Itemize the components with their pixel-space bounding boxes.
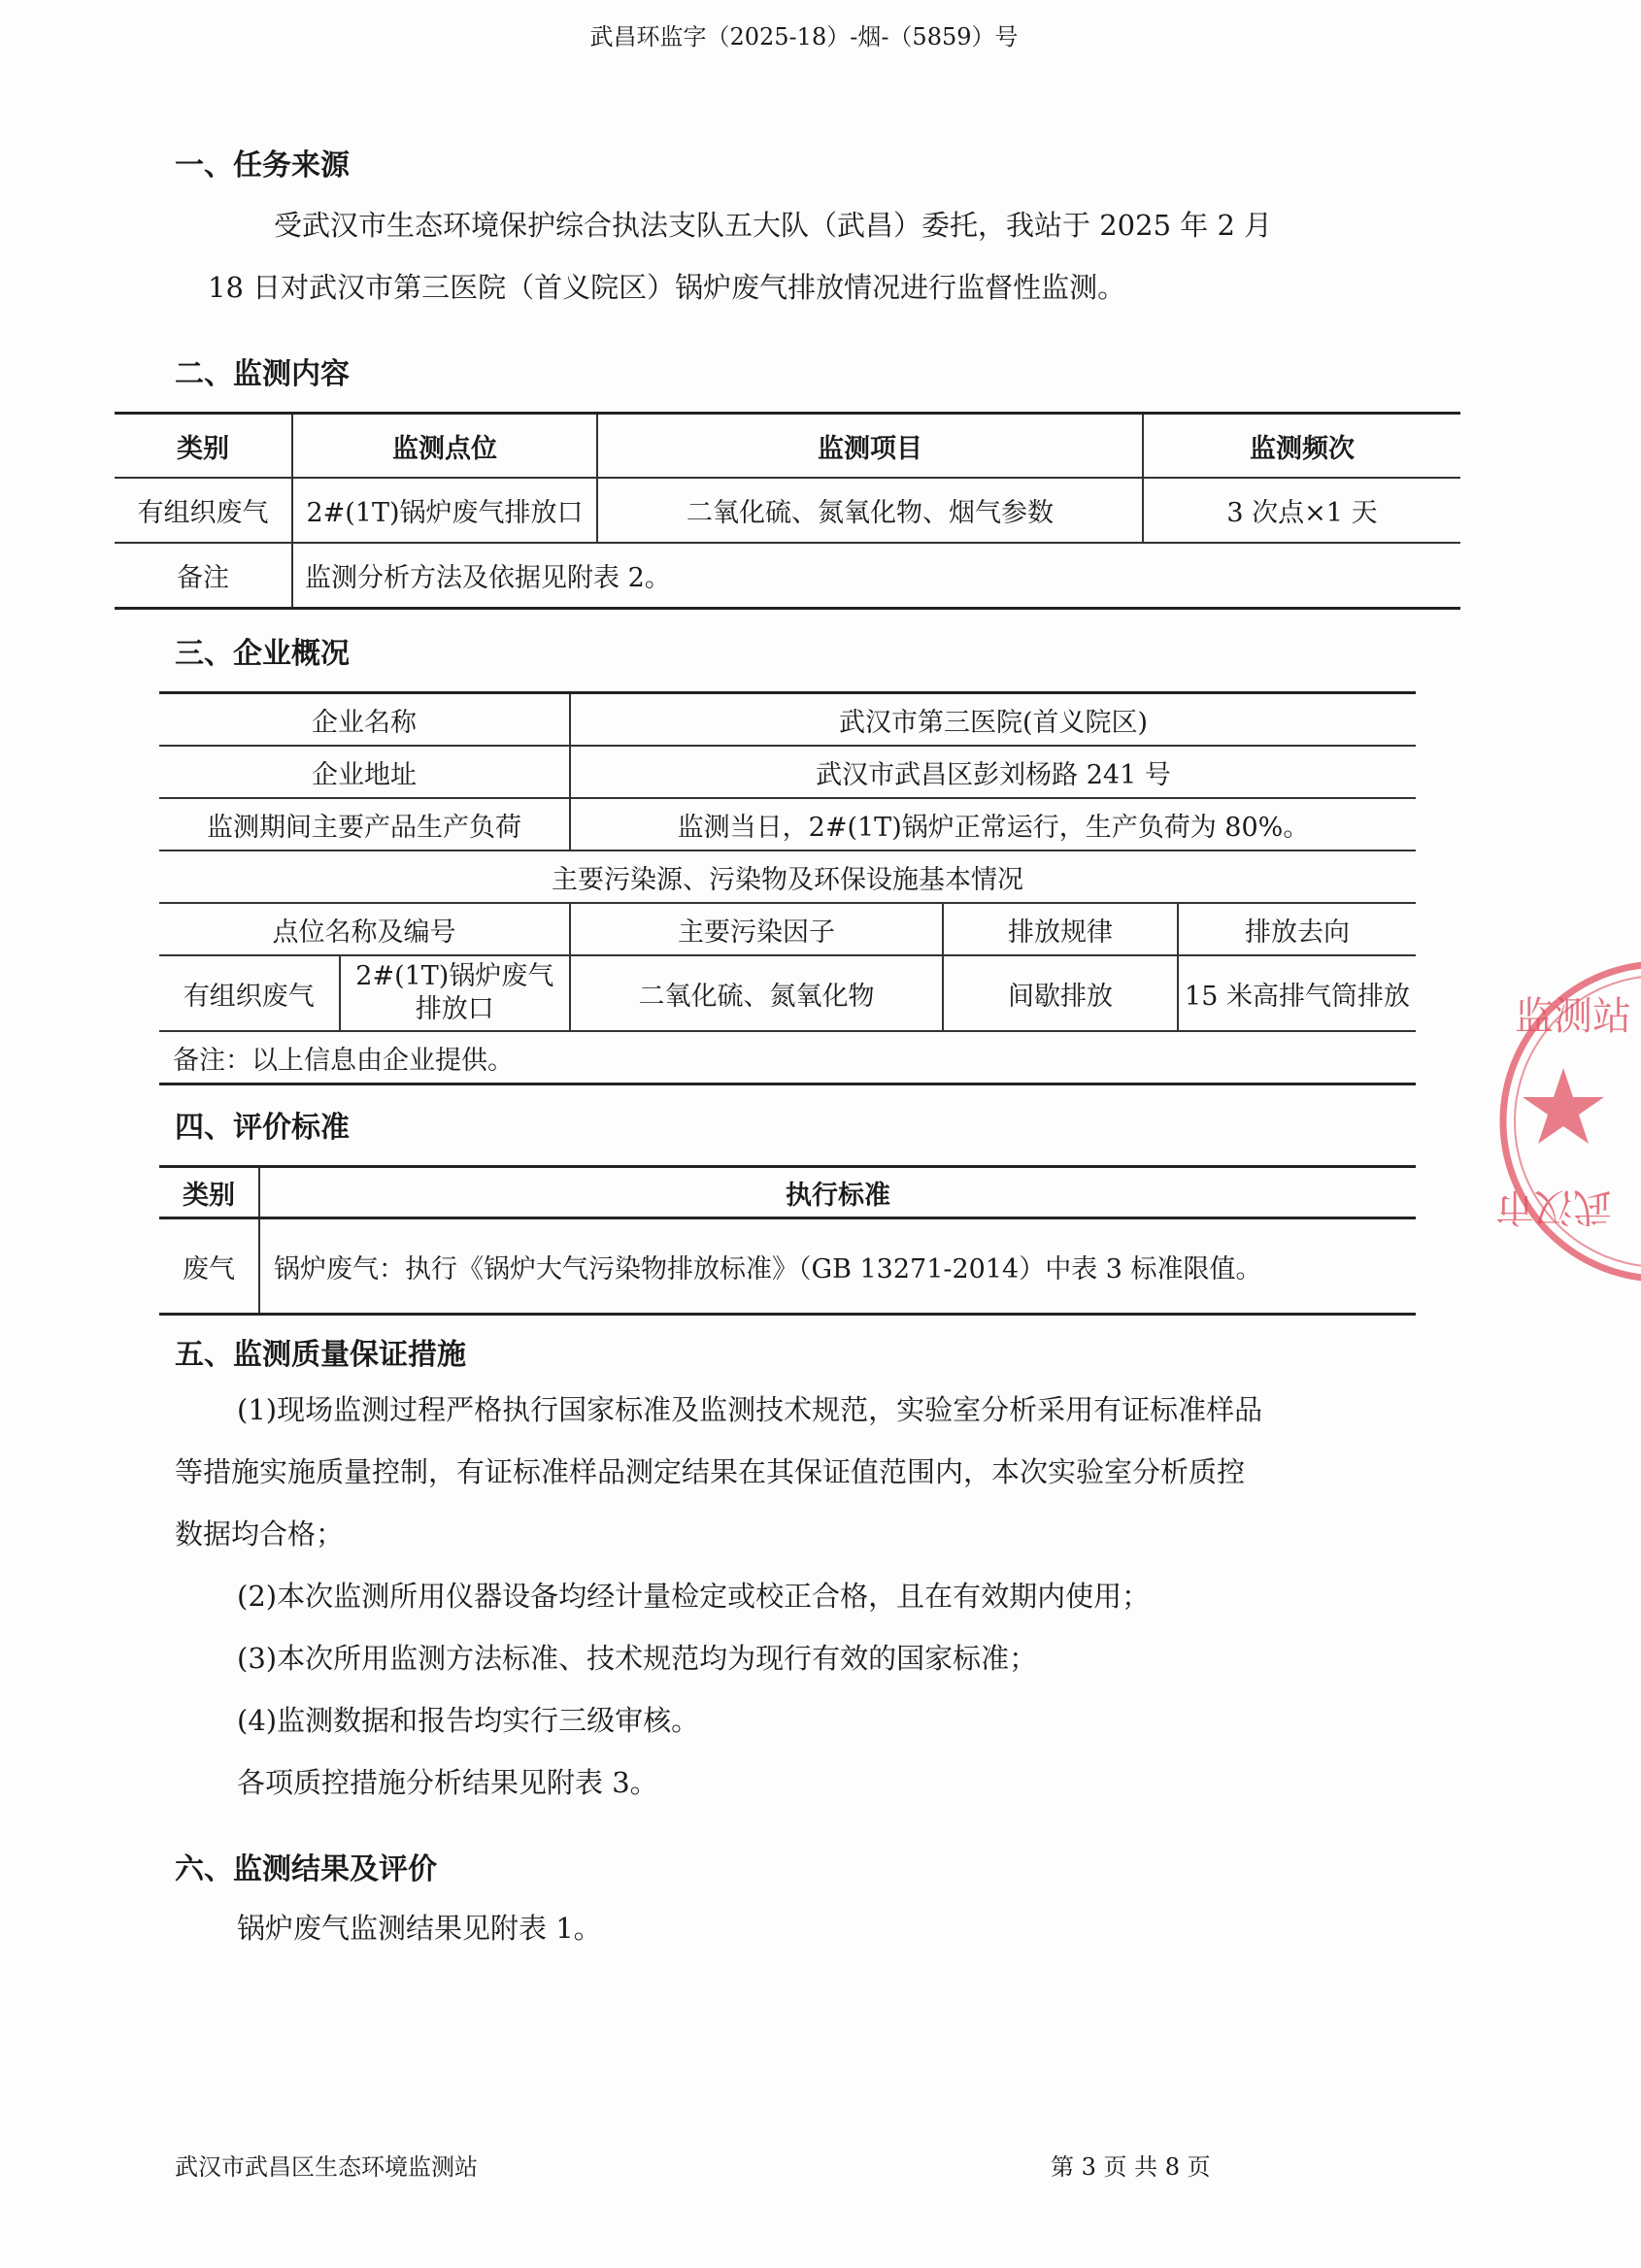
qa-line-1: (1)现场监测过程严格执行国家标准及监测技术规范，实验室分析采用有证标准样品 bbox=[237, 1393, 1263, 1426]
cell-category: 废气 bbox=[159, 1218, 259, 1315]
cell-standard: 锅炉废气：执行《锅炉大气污染物排放标准》（GB 13271-2014）中表 3 标准限值。 bbox=[274, 1253, 1262, 1284]
seal-text-bottom: 武汉市 bbox=[1495, 1184, 1612, 1229]
section-6-title: 六、监测结果及评价 bbox=[175, 1852, 437, 1886]
cell-category: 有组织废气 bbox=[115, 478, 292, 543]
official-seal bbox=[1495, 961, 1641, 1282]
col-standard: 执行标准 bbox=[259, 1167, 1416, 1218]
pollution-subheading: 主要污染源、污染物及环保设施基本情况 bbox=[159, 850, 1416, 903]
enterprise-address: 武汉市武昌区彭刘杨路 241 号 bbox=[570, 746, 1416, 798]
section-1-para-2: 18 日对武汉市第三医院（首义院区）锅炉废气排放情况进行监督性监测。 bbox=[208, 271, 1126, 304]
seal-text-top: 监测站 bbox=[1515, 994, 1631, 1039]
document-header: 武昌环监字（2025-18）-烟-（5859）号 bbox=[589, 23, 1019, 50]
section-4-title: 四、评价标准 bbox=[175, 1111, 350, 1145]
qa-line-2: 等措施实施质量控制，有证标准样品测定结果在其保证值范围内，本次实验室分析质控 bbox=[175, 1455, 1246, 1488]
table-row bbox=[159, 798, 1416, 850]
production-load: 监测当日，2#(1T)锅炉正常运行，生产负荷为 80%。 bbox=[570, 798, 1416, 850]
table-row bbox=[159, 903, 1416, 955]
evaluation-standard-table bbox=[159, 1165, 1416, 1316]
section-6-para: 锅炉废气监测结果见附表 1。 bbox=[237, 1912, 602, 1945]
cell-category: 有组织废气 bbox=[159, 955, 340, 1031]
col-point-name: 点位名称及编号 bbox=[159, 903, 570, 955]
table-row bbox=[115, 478, 1460, 543]
production-load-label: 监测期间主要产品生产负荷 bbox=[159, 798, 570, 850]
cell-point: 2#(1T)锅炉废气排放口 bbox=[340, 955, 570, 1031]
section-3-title: 三、企业概况 bbox=[175, 637, 350, 671]
table-row bbox=[159, 850, 1416, 903]
table-row bbox=[159, 693, 1416, 747]
footer-organization: 武汉市武昌区生态环境监测站 bbox=[175, 2153, 478, 2181]
section-2-title: 二、监测内容 bbox=[175, 357, 350, 391]
cell-emission-rule: 间歇排放 bbox=[943, 955, 1178, 1031]
section-1-para: 受武汉市生态环境保护综合执法支队五大队（武昌）委托，我站于 2025 年 2 月 bbox=[274, 209, 1273, 242]
cell-pollutant: 二氧化硫、氮氧化物 bbox=[570, 955, 943, 1031]
table-row bbox=[115, 543, 1460, 609]
cell-point: 2#(1T)锅炉废气排放口 bbox=[292, 478, 597, 543]
qa-line-7: 各项质控措施分析结果见附表 3。 bbox=[237, 1766, 658, 1799]
qa-line-5: (3)本次所用监测方法标准、技术规范均为现行有效的国家标准； bbox=[237, 1642, 1038, 1675]
seal-star-icon bbox=[1523, 1068, 1604, 1144]
table-row bbox=[159, 746, 1416, 798]
enterprise-address-label: 企业地址 bbox=[159, 746, 570, 798]
monitoring-content-table bbox=[115, 412, 1460, 610]
enterprise-name-label: 企业名称 bbox=[159, 693, 570, 747]
enterprise-note: 备注：以上信息由企业提供。 bbox=[159, 1031, 1416, 1084]
section-5-title: 五、监测质量保证措施 bbox=[175, 1338, 466, 1372]
col-items: 监测项目 bbox=[597, 414, 1143, 479]
table-row bbox=[159, 1031, 1416, 1084]
cell-items: 二氧化硫、氮氧化物、烟气参数 bbox=[597, 478, 1143, 543]
table-row bbox=[159, 955, 1416, 1031]
cell-emission-dest: 15 米高排气筒排放 bbox=[1178, 955, 1416, 1031]
qa-line-6: (4)监测数据和报告均实行三级审核。 bbox=[237, 1704, 700, 1737]
section-1-title: 一、任务来源 bbox=[175, 149, 350, 183]
col-category: 类别 bbox=[115, 414, 292, 479]
enterprise-overview-table bbox=[159, 691, 1416, 1085]
cell-frequency: 3 次点×1 天 bbox=[1143, 478, 1460, 543]
col-category: 类别 bbox=[159, 1167, 259, 1218]
qa-line-3: 数据均合格； bbox=[175, 1518, 345, 1551]
note-text: 监测分析方法及依据见附表 2。 bbox=[292, 543, 1460, 609]
col-emission-rule: 排放规律 bbox=[943, 903, 1178, 955]
footer-page-number: 第 3 页 共 8 页 bbox=[1051, 2153, 1211, 2181]
qa-line-4: (2)本次监测所用仪器设备均经计量检定或校正合格，且在有效期内使用； bbox=[237, 1580, 1151, 1613]
table-row bbox=[159, 1218, 1416, 1315]
col-emission-dest: 排放去向 bbox=[1178, 903, 1416, 955]
col-pollutant: 主要污染因子 bbox=[570, 903, 943, 955]
note-label: 备注 bbox=[115, 543, 292, 609]
col-frequency: 监测频次 bbox=[1143, 414, 1460, 479]
col-point: 监测点位 bbox=[292, 414, 597, 479]
enterprise-name: 武汉市第三医院(首义院区) bbox=[570, 693, 1416, 747]
